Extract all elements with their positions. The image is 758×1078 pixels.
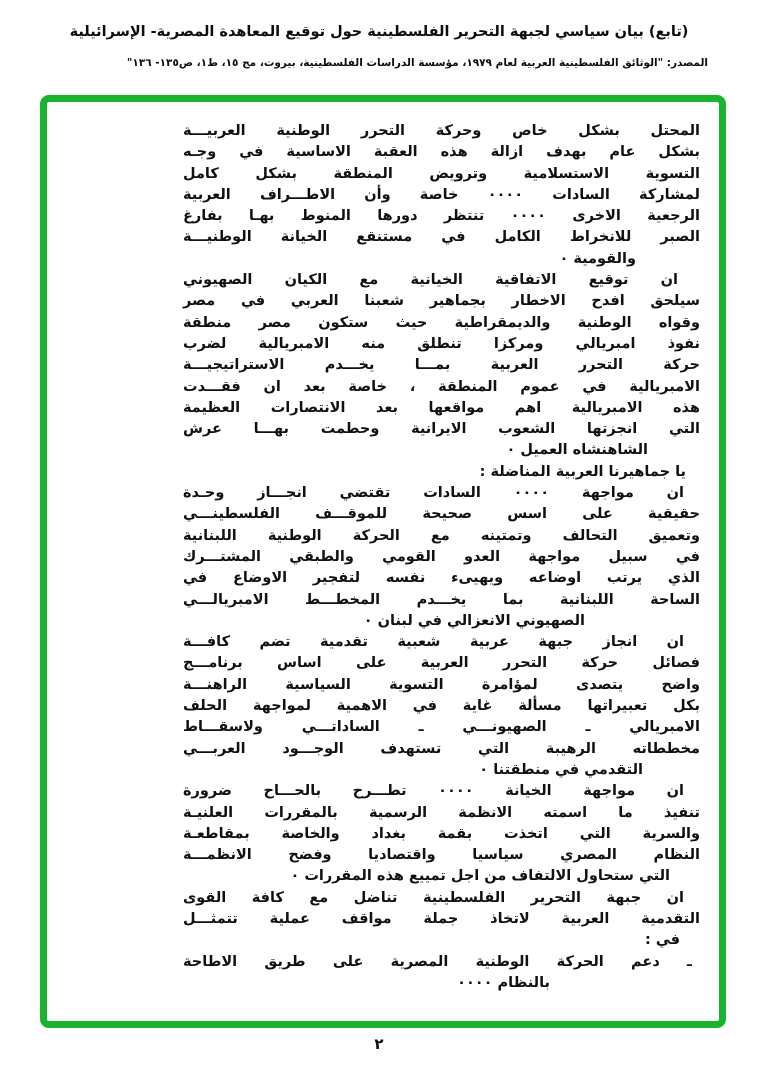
text-line: حقيقية على اسس صحيحة للموقـــف الفلسطينـــي: [183, 506, 700, 523]
text-line: الصبر للانخراط الكامل في مستنقع الخيانة الوطنيـــة: [183, 229, 700, 246]
text-line: بالنظام ٠٠٠٠: [457, 974, 550, 991]
text-line: ان انجاز جبهة عربية شعبية تقدمية تضم كافـــة: [183, 634, 684, 651]
text-line: النظام المصري سياسيا واقتصاديا وفضح الانظمـــة: [183, 847, 700, 864]
text-line: ان توقيع الاتفاقية الخيانية مع الكيان الصهيوني: [183, 272, 678, 289]
text-line: والسرية التي اتخذت بقمة بغداد والخاصة بمقاطعـة: [183, 825, 700, 842]
text-line: فصائل حركة التحرر العربية على اساس برنامـــج: [183, 655, 700, 672]
text-line: سيلحق افدح الاخطار بجماهير شعبنا العربي في مصر: [183, 293, 700, 310]
text-line: الامبريالي ـ الصهيونـــي ـ الساداتـــي ولاسقـــاط: [183, 719, 700, 736]
document-title: (تابع) بيان سياسي لجبهة التحرير الفلسطينية حول توقيع المعاهدة المصرية- الإسرائيلية: [69, 24, 689, 40]
text-line: التقدمية العربية لاتخاذ جملة مواقف عملية تتمثـــل: [183, 910, 700, 927]
page-number: ٢: [374, 1035, 384, 1053]
text-line: التقدمي في منطقتنا ٠: [479, 761, 643, 778]
text-line: بشكل عام بهدف ازالة هذه العقبة الاساسية في وجـه: [183, 144, 700, 161]
text-line: واضح يتصدى لمؤامرة التسوية السياسية الراهنـــة: [183, 676, 700, 693]
text-line: في :: [644, 932, 680, 949]
text-line: يا جماهيرنا العربية المناضلة :: [479, 463, 686, 480]
text-line: هذه الامبريالية اهم مواقعها بعد الانتصارات العظيمة: [183, 399, 700, 416]
text-line: والقومية ٠: [559, 250, 636, 267]
text-line: الذي يرتب اوضاعه ويهيىء نفسه لتفجير الاوضاع في: [183, 570, 700, 587]
text-line: مخططاته الرهيبة التي تستهدف الوجـــود العربـــي: [183, 740, 700, 757]
text-line: لمشاركة السادات ٠٠٠٠ خاصة وأن الاطـــراف العربية: [183, 186, 700, 203]
source-line: المصدر: "الوثائق الفلسطينية العربية لعام ١٩٧٩، مؤسسة الدراسات الفلسطينية، بيروت، مج ١٥، ط١، ص١٣٥- ١٣٦": [126, 57, 708, 69]
text-line: ان جبهة التحرير الفلسطينية تناضل مع كافة القوى: [183, 889, 684, 906]
text-line: بكل تعبيراتها مسألة غاية في الاهمية لمواجهة الحلف: [183, 698, 700, 715]
text-line: التي ستحاول الالتفاف من اجل تمييع هذه المقررات ٠: [290, 868, 670, 885]
text-line: الصهيوني الانعزالي في لبنان ٠: [363, 612, 585, 629]
text-line: وقواه الوطنية والديمقراطية حيث ستكون مصر منطقة: [183, 314, 700, 331]
text-line: التسوية الاستسلامية وترويض المنطقة بشكل كامل: [183, 165, 700, 182]
text-line: تنفيذ ما اسمته الانظمة الرسمية بالمقررات العلنيـة: [183, 804, 700, 821]
text-line: ان مواجهة الخيانة ٠٠٠٠ تطـــرح بالحـــاح ضرورة: [183, 783, 684, 800]
text-line: وتعميق التحالف وتمتينه مع الحركة الوطنية اللبنانية: [183, 527, 700, 544]
text-line: التي انجزتها الشعوب الايرانية وحطمت بهـــا عرش: [183, 421, 700, 438]
text-line: ـ دعم الحركة الوطنية المصرية على طريق الاطاحة: [183, 953, 692, 970]
body-text: [183, 121, 700, 994]
text-line: ان مواجهة ٠٠٠٠ السادات تقتضي انجـــاز وحـدة: [183, 485, 684, 502]
text-line: في سبيل مواجهة العدو القومي والطبقي المشتـــرك: [183, 548, 700, 565]
text-line: نفوذ امبريالي ومركزا تنطلق منه الامبريالية لضرب: [183, 335, 700, 352]
text-line: الرجعية الاخرى ٠٠٠٠ تنتظر دورها المنوط بهـا بفارغ: [183, 208, 700, 225]
text-line: الشاهنشاه العميل ٠: [506, 442, 648, 459]
text-line: حركة التحرر العربية بمـــا يخـــدم الاستراتيجيـــة: [183, 357, 700, 374]
text-line: الساحة اللبنانية بما يخـــدم المخطـــط الامبريالـــي: [183, 591, 700, 608]
text-line: المحتل بشكل خاص وحركة التحرر الوطنية العربيـــة: [183, 123, 700, 139]
text-line: الامبريالية في عموم المنطقة ، خاصة بعد ان فقـــدت: [183, 378, 700, 395]
